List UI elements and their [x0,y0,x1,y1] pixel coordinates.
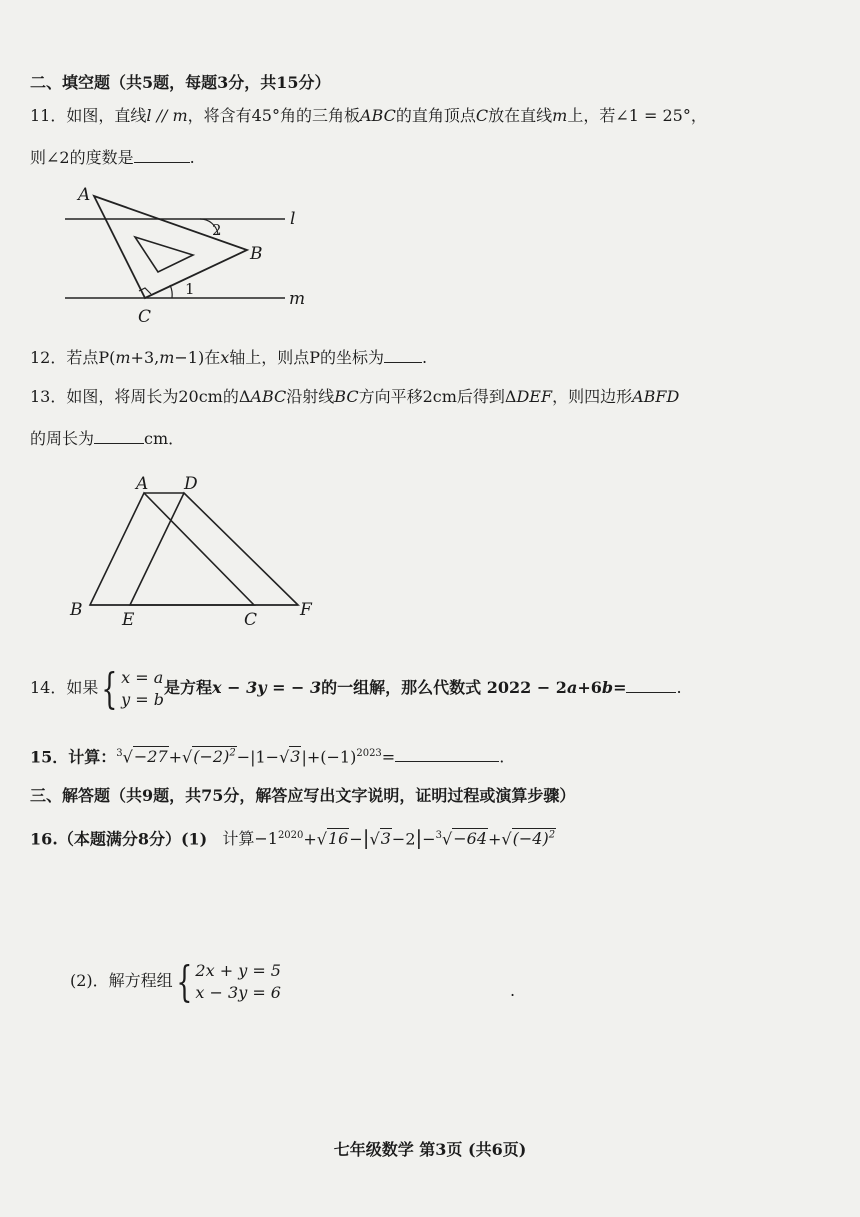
q14-period: . [676,678,682,697]
label-angle-2: 2 [212,221,222,239]
label-e: E [122,610,135,630]
q11-text: 的直角顶点 [395,106,476,125]
q14-row2: y = b [121,689,164,709]
q12-text: +3, [130,348,160,367]
section2-heading: 二、填空题（共5题，每题3分，共15分） [30,73,331,92]
radical-sign: √ [501,829,512,849]
q14-equation: x − 3y = − 3 [211,678,322,697]
q14-var: b [601,678,614,697]
q16-exp: 2020 [277,830,304,841]
q15-base: (−2) [193,747,230,767]
stray-dot: . [510,981,516,1000]
radical-sign: √ [442,829,453,849]
q14-row1: x = a [121,667,164,687]
q14 [30,665,682,715]
radical-sign: √ [182,747,193,767]
q11-text: 11．如图，直线 [30,106,147,125]
q16-op: − [349,829,363,849]
q16-2 [70,958,281,1008]
triangle-abc-outer [94,196,247,298]
q14-system: { x = a y = b [101,663,164,713]
q13-text: ，则四边形 [552,387,633,406]
q16-2-row1: 2x + y = 5 [195,960,281,980]
q15-radicand: −27 [133,747,168,767]
q14-var: a [566,678,578,697]
q11-vertex: C [475,106,489,125]
q12-axis: x [220,348,230,367]
q16-op: + [488,829,502,849]
q11-triangle: ABC [360,106,396,125]
q16-1 [30,825,556,850]
q12-text: 12．若点P( [30,348,116,367]
q12-var: m [159,348,175,367]
q13-text: 的周长为 [30,429,95,448]
q13-line2 [30,428,184,450]
radical-sign: √ [279,747,290,767]
q11-line-m: m [552,106,568,125]
q15-exp: 2 [229,748,236,759]
q13-text: 13．如图，将周长为20cm的Δ [30,387,251,406]
label-a: A [136,474,149,494]
label-f: F [300,600,312,620]
q15-eq: = [381,747,396,767]
q13-quad: ABFD [632,387,680,406]
q15-text: 15．计算： [30,747,117,767]
q11-lines: l // m [146,106,188,125]
q16-2-row2: x − 3y = 6 [195,982,281,1002]
q13-triangle: ABC [250,387,287,406]
q15-text: |+(−1) [301,747,357,767]
label-angle-1: 1 [185,280,195,298]
q16-radicand: 3 [380,829,391,849]
label-l: l [290,209,296,229]
answer-blank[interactable] [395,747,499,762]
q14-text: +6 [577,678,602,697]
q16-text: 16.（本题满分8分）(1) [30,829,208,849]
q15-period: . [499,747,505,767]
q16-radicand: 16 [328,829,349,849]
q16-base: (−4) [512,829,549,849]
label-c: C [244,610,258,630]
q11-period: . [189,148,195,167]
radical-sign: √ [369,829,380,849]
q14-eq: = [613,678,627,697]
q16-radicand [512,828,556,848]
q15-text: −|1− [236,747,280,767]
q11-text: 则∠2的度数是 [30,148,134,167]
q13-text: 沿射线 [286,387,335,406]
figure-13 [60,465,330,635]
q13-unit: cm． [144,429,185,448]
q11-line1 [30,105,707,127]
q12-var: m [115,348,131,367]
q14-text: 是方程 [163,678,212,697]
q16-op: + [303,829,317,849]
section3-heading: 三、解答题（共9题，共75分，解答应写出文字说明，证明过程或演算步骤） [30,786,576,805]
q13-line1 [30,386,679,408]
label-b: B [70,600,83,620]
figure-11 [60,180,320,330]
q12-period: . [422,348,428,367]
q15 [30,743,504,768]
q15-op: + [168,747,183,767]
q16-op: − [422,829,436,849]
label-d: D [184,474,198,494]
triangle-abc [90,493,254,605]
q15-radicand [192,746,236,766]
label-c: C [138,307,152,327]
q16-text: −2 [391,829,416,849]
label-a: A [78,185,91,205]
angle-1-arc [170,285,172,298]
label-m: m [289,289,306,309]
q15-root-index: 3 [116,748,123,759]
q13-text: 方向平移2cm后得到Δ [358,387,517,406]
answer-blank[interactable] [94,429,144,444]
q14-text: 14．如果 [30,678,99,697]
abs-bar: | [415,825,423,850]
abs-bar: | [362,825,370,850]
q13-triangle2: DEF [516,387,553,406]
q12-text: −1)在 [174,348,221,367]
radical-sign: √ [122,747,133,767]
q11-text: 放在直线 [488,106,553,125]
answer-blank[interactable] [134,148,190,163]
q16-radicand: −64 [453,829,487,849]
triangle-def [130,493,298,605]
label-b: B [250,244,263,264]
q12-text: 轴上，则点P的坐标为 [229,348,385,367]
radical-sign: √ [316,829,327,849]
q12 [30,347,427,369]
q16-text: 计算−1 [222,829,278,849]
q11-line2 [30,147,195,169]
q14-text: 的一组解，那么代数式 2022 − 2 [321,678,567,697]
triangle-abc-inner [135,237,193,272]
answer-blank[interactable] [626,678,676,693]
answer-blank[interactable] [384,348,422,363]
q15-exp: 2023 [356,748,382,759]
q15-radicand: 3 [290,747,301,767]
q16-2-system: { 2x + y = 5 x − 3y = 6 [176,956,281,1006]
q11-text: ，将含有45°角的三角板 [187,106,360,125]
q16-exp: 2 [548,830,556,841]
q16-root-index: 3 [435,830,443,841]
q16-2-text: (2)．解方程组 [70,971,173,990]
q13-ray: BC [334,387,359,406]
page-footer: 七年级数学 第3页 (共6页) [333,1140,527,1159]
q11-text: 上，若∠1 = 25°， [567,106,707,125]
